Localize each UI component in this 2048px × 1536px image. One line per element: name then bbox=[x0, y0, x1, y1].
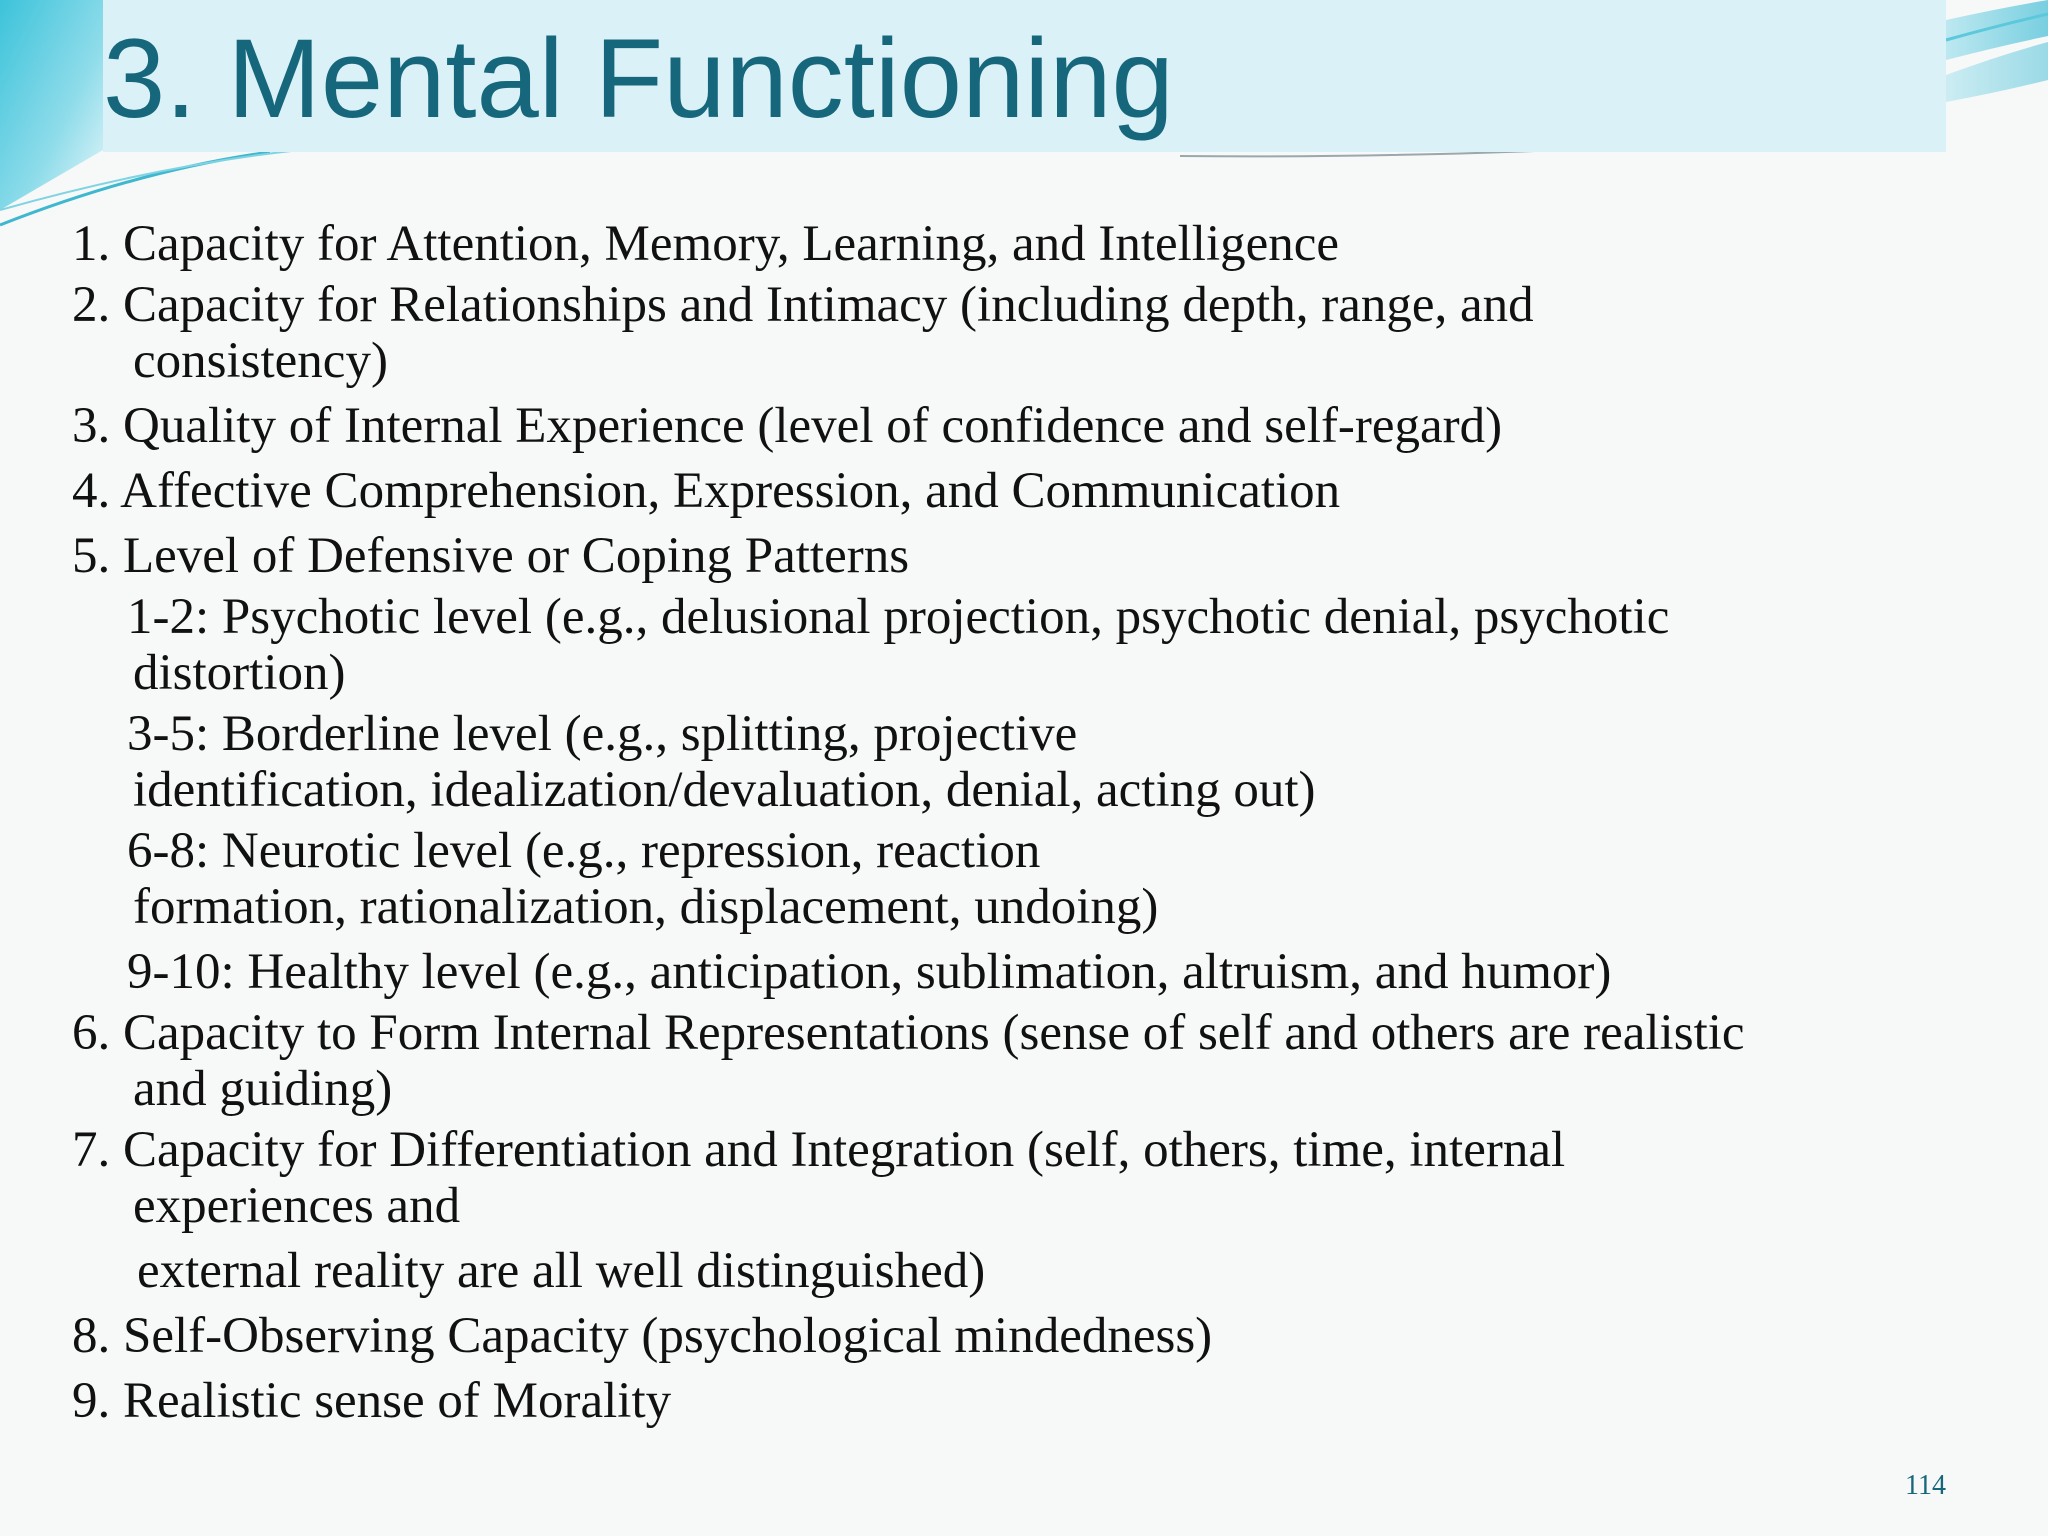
list-item-continuation: experiences and bbox=[133, 1178, 461, 1234]
sub-list-item-continuation: identification, idealization/devaluation, denial, acting out) bbox=[133, 762, 1316, 818]
sub-list-item: 3-5: Borderline level (e.g., splitting, projective bbox=[127, 706, 1078, 762]
sub-list-item: 1-2: Psychotic level (e.g., delusional projection, psychotic denial, psychotic bbox=[127, 589, 1670, 645]
page-number: 114 bbox=[1905, 1470, 1946, 1501]
slide-title: 3. Mental Functioning bbox=[103, 16, 1174, 141]
list-item: 4. Affective Comprehension, Expression, and Communication bbox=[72, 463, 1341, 519]
list-item: 3. Quality of Internal Experience (level of confidence and self-regard) bbox=[72, 398, 1503, 454]
sub-list-item-continuation: distortion) bbox=[133, 645, 346, 701]
sub-list-item: 9-10: Healthy level (e.g., anticipation, sublimation, altruism, and humor) bbox=[127, 944, 1612, 1000]
slide-body bbox=[72, 214, 1992, 1436]
list-item: 2. Capacity for Relationships and Intimacy (including depth, range, and bbox=[72, 277, 1534, 333]
list-item-continuation: and guiding) bbox=[133, 1061, 393, 1117]
list-item: 9. Realistic sense of Morality bbox=[72, 1373, 672, 1429]
list-item: 6. Capacity to Form Internal Representations (sense of self and others are realistic bbox=[72, 1005, 1745, 1061]
sub-list-item: 6-8: Neurotic level (e.g., repression, reaction bbox=[127, 823, 1041, 879]
list-item: 5. Level of Defensive or Coping Patterns bbox=[72, 528, 910, 584]
sub-list-item-continuation: formation, rationalization, displacement, undoing) bbox=[133, 879, 1159, 935]
list-item-continuation: consistency) bbox=[133, 333, 388, 389]
list-item: 8. Self-Observing Capacity (psychological mindedness) bbox=[72, 1308, 1213, 1364]
list-item: 7. Capacity for Differentiation and Integration (self, others, time, internal bbox=[72, 1122, 1566, 1178]
list-item-continuation: external reality are all well distinguished) bbox=[137, 1243, 986, 1299]
list-item: 1. Capacity for Attention, Memory, Learning, and Intelligence bbox=[72, 216, 1340, 272]
